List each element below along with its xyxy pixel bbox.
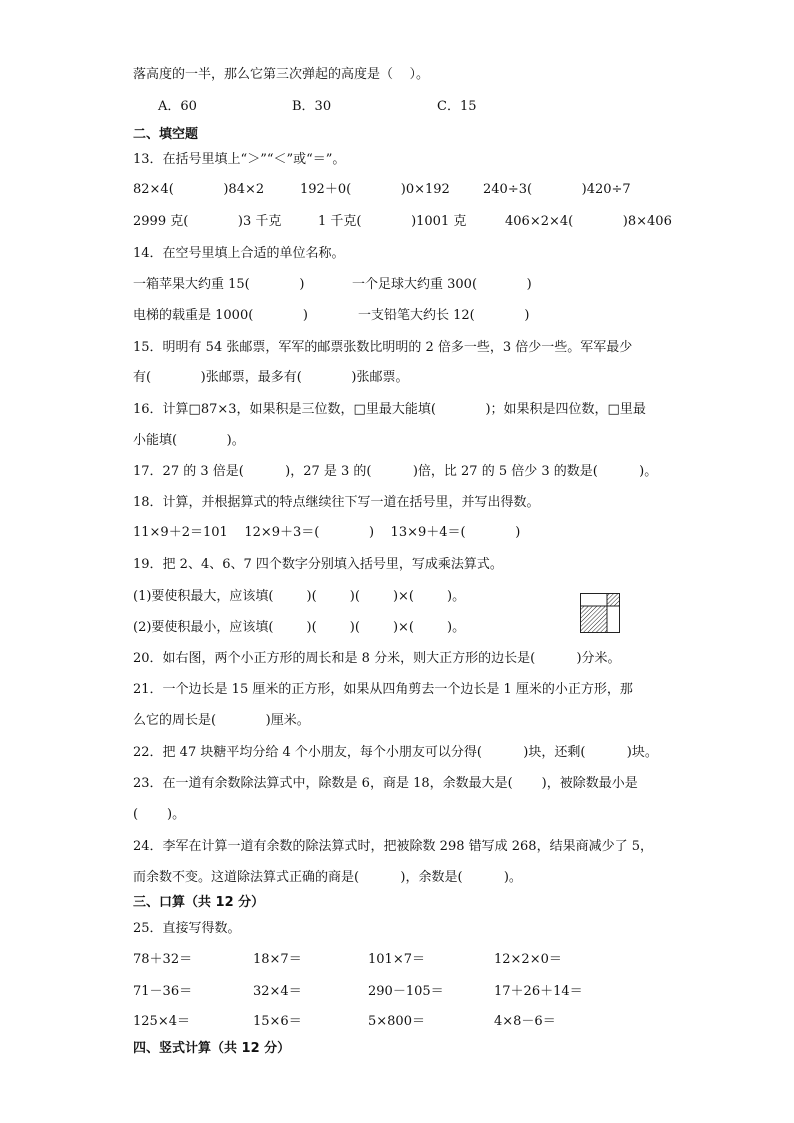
question-15-line-1: 15．明明有 54 张邮票，军军的邮票张数比明明的 2 倍多一些，3 倍少一些。军军最少 bbox=[133, 340, 633, 355]
question-13-item-4: 2999 克( )3 千克 bbox=[133, 214, 282, 229]
question-13-item-2: 192＋0( )0×192 bbox=[300, 182, 450, 197]
question-13-item-3: 240÷3( )420÷7 bbox=[483, 182, 631, 197]
calc-item: 18×7＝ bbox=[253, 952, 302, 967]
calc-item: 71－36＝ bbox=[133, 984, 193, 999]
option-a: A．60 bbox=[158, 99, 197, 114]
question-14-item-2: 一个足球大约重 300( ) bbox=[352, 277, 532, 292]
question-23-line-2: ( )。 bbox=[133, 807, 186, 822]
question-18: 18．计算，并根据算式的特点继续往下写一道在括号里，并写出得数。 bbox=[133, 495, 540, 510]
question-23-line-1: 23．在一道有余数除法算式中，除数是 6，商是 18，余数最大是( )，被除数最小是 bbox=[133, 776, 638, 791]
option-b: B．30 bbox=[292, 99, 332, 114]
question-24-line-1: 24．李军在计算一道有余数的除法算式时，把被除数 298 错写成 268，结果商减少了 5， bbox=[133, 839, 653, 854]
calc-item: 17＋26＋14＝ bbox=[494, 984, 583, 999]
calc-item: 12×2×0＝ bbox=[494, 952, 562, 967]
section-vertical-calculation-title: 四、竖式计算（共 12 分） bbox=[133, 1041, 291, 1056]
calc-item: 15×6＝ bbox=[253, 1014, 302, 1029]
question-13-item-5: 1 千克( )1001 克 bbox=[318, 214, 467, 229]
square-figure bbox=[580, 593, 620, 633]
question-21-line-2: 么它的周长是( )厘米。 bbox=[133, 713, 310, 728]
option-c: C．15 bbox=[437, 99, 477, 114]
question-18-expressions: 11×9＋2＝101 12×9＋3＝( ) 13×9＋4＝( ) bbox=[133, 525, 521, 540]
section-fill-in-blank-title: 二、填空题 bbox=[133, 127, 199, 142]
calc-item: 5×800＝ bbox=[368, 1014, 425, 1029]
question-16-line-2: 小能填( )。 bbox=[133, 433, 245, 448]
question-20: 20．如右图，两个小正方形的周长和是 8 分米，则大正方形的边长是( )分米。 bbox=[133, 651, 621, 666]
section-mental-math-title: 三、口算（共 12 分） bbox=[133, 895, 265, 910]
question-13-item-1: 82×4( )84×2 bbox=[133, 182, 265, 197]
question-19: 19．把 2、4、6、7 四个数字分别填入括号里，写成乘法算式。 bbox=[133, 557, 503, 572]
calc-item: 32×4＝ bbox=[253, 984, 302, 999]
question-13-item-6: 406×2×4( )8×406 bbox=[505, 214, 672, 229]
question-19-part-2: (2)要使积最小，应该填( )( )( )×( )。 bbox=[133, 620, 466, 635]
question-14-item-3: 电梯的载重是 1000( ) bbox=[133, 308, 308, 323]
question-24-line-2: 而余数不变。这道除法算式正确的商是( )，余数是( )。 bbox=[133, 870, 522, 885]
calc-item: 125×4＝ bbox=[133, 1014, 190, 1029]
question-25: 25．直接写得数。 bbox=[133, 921, 241, 936]
large-hatched-square bbox=[581, 606, 608, 633]
question-19-part-1: (1)要使积最大，应该填( )( )( )×( )。 bbox=[133, 589, 466, 604]
calc-item: 101×7＝ bbox=[368, 952, 425, 967]
question-12-continuation: 落高度的一半，那么它第三次弹起的高度是（ ）。 bbox=[133, 67, 430, 82]
question-22: 22．把 47 块糖平均分给 4 个小朋友，每个小朋友可以分得( )块，还剩( )块。 bbox=[133, 745, 658, 760]
question-15-line-2: 有( )张邮票，最多有( )张邮票。 bbox=[133, 370, 409, 385]
calc-item: 290－105＝ bbox=[368, 984, 444, 999]
question-13: 13．在括号里填上“＞”“＜”或“＝”。 bbox=[133, 152, 346, 167]
question-14: 14．在空号里填上合适的单位名称。 bbox=[133, 246, 345, 261]
question-21-line-1: 21．一个边长是 15 厘米的正方形，如果从四角剪去一个边长是 1 厘米的小正方形，那 bbox=[133, 682, 633, 697]
question-14-item-1: 一箱苹果大约重 15( ) bbox=[133, 277, 305, 292]
calc-item: 78＋32＝ bbox=[133, 952, 193, 967]
question-14-item-4: 一支铅笔大约长 12( ) bbox=[358, 308, 530, 323]
small-hatched-square bbox=[607, 594, 620, 607]
question-16-line-1: 16．计算□87×3，如果积是三位数，□里最大能填( )；如果积是四位数，□里最 bbox=[133, 402, 646, 417]
calc-item: 4×8－6＝ bbox=[494, 1014, 556, 1029]
question-17: 17．27 的 3 倍是( )，27 是 3 的( )倍，比 27 的 5 倍少 3 的数是( )。 bbox=[133, 464, 658, 479]
